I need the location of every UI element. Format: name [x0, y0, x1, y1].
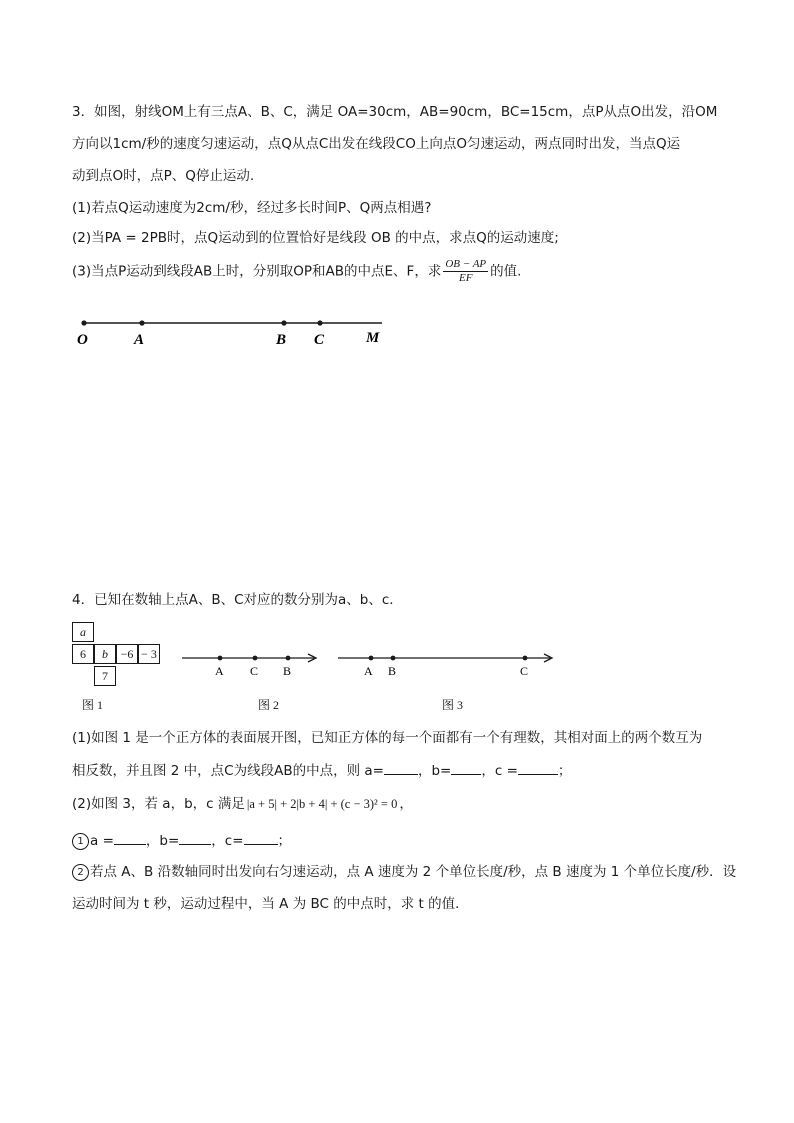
q3-line-1: 3．如图，射线OM上有三点A、B、C，满足 OA=30cm，AB=90cm，BC=15cm，点P从点O出发，沿OM [72, 104, 718, 120]
label-a: A [134, 332, 145, 348]
q4-subpart-1-a-label: a = [90, 833, 114, 849]
label-b: B [276, 332, 287, 348]
figure-2-caption: 图 2 [258, 698, 280, 712]
q4-subpart-2-text: 若点 A、B 沿数轴同时出发向右匀速运动，点 A 速度为 2 个单位长度/秒，点 B 速度为 1 个单位长度/秒．设 [90, 864, 737, 880]
q4-part-1-c-label: ，c = [481, 763, 518, 779]
answer-blank-c[interactable] [518, 760, 558, 775]
q3-line-3: 动到点O时，点P、Q停止运动. [72, 168, 255, 184]
q3-fraction [443, 258, 488, 285]
q4-part-2-line [72, 794, 413, 814]
fig3-label-a: A [364, 664, 373, 678]
q4-title: 4．已知在数轴上点A、B、C对应的数分别为a、b、c． [72, 592, 403, 608]
label-m: M [366, 330, 380, 346]
fig3-point-b [391, 656, 396, 661]
net-cell-7: 7 [94, 666, 116, 686]
fig2-point-a [218, 656, 223, 661]
net-cell-b: b [94, 644, 116, 664]
q4-part-1-text: 相反数，并且图 2 中，点C为线段AB的中点，则 a= [72, 763, 384, 779]
answer-blank-b2[interactable] [179, 830, 211, 845]
answer-blank-c2[interactable] [244, 830, 278, 845]
q4-part-1-end: ； [557, 763, 572, 779]
point-b [281, 320, 286, 325]
q3-sub-3-text: (3)当点P运动到线段AB上时，分别取OP和AB的中点E、F，求 [72, 263, 442, 280]
fig3-label-b: B [388, 664, 397, 678]
fig2-label-a: A [215, 664, 224, 678]
answer-blank-b[interactable] [451, 760, 481, 775]
q4-part-2-text: (2)如图 3，若 a，b，c 满足 [72, 796, 245, 812]
circled-number-1: 1 [72, 833, 89, 850]
q4-condition-expression: |a + 5| + 2|b + 4| + (c − 3)² = 0 [246, 797, 398, 811]
q4-subpart-1-line [72, 830, 291, 851]
fig3-point-a [369, 656, 374, 661]
fig2-label-b: B [283, 664, 292, 678]
fig2-point-b [286, 656, 291, 661]
figure-3-caption: 图 3 [442, 698, 464, 712]
circled-number-2: 2 [72, 864, 89, 881]
label-c: C [314, 332, 325, 348]
q3-fraction-numerator: OB − AP [445, 258, 487, 270]
net-cell-6: 6 [72, 644, 94, 664]
q3-ray-figure [70, 310, 400, 355]
q3-sub-2: (2)当PA = 2PB时，点Q运动到的位置恰好是线段 OB 的中点，求点Q的运动速度; [72, 230, 559, 246]
point-o [81, 320, 86, 325]
fig3-point-c [523, 656, 528, 661]
q4-subpart-2-line-2: 运动时间为 t 秒，运动过程中，当 A 为 BC 的中点时，求 t 的值． [72, 896, 469, 912]
q4-subpart-1-c-label: ，c= [211, 833, 244, 849]
point-a [139, 320, 144, 325]
label-o: O [77, 332, 88, 348]
q4-part-1-line-2 [72, 760, 571, 781]
cube-net-figure [72, 622, 172, 692]
q4-subpart-1-b-label: ，b= [145, 833, 180, 849]
net-cell-neg6: −6 [116, 644, 138, 664]
q4-part-1-line-1: (1)如图 1 是一个正方体的表面展开图，已知正方体的每一个面都有一个有理数，其相对面上的两个数互为 [72, 730, 703, 746]
q4-part-2-end: ， [399, 796, 413, 812]
q3-line-2: 方向以1cm/秒的速度匀速运动，点Q从点C出发在线段CO上向点O匀速运动，两点同时出发，当点Q运 [72, 136, 681, 152]
point-c [317, 320, 322, 325]
q3-sub-3 [72, 258, 521, 285]
fig3-label-c: C [520, 664, 529, 678]
fig2-label-c: C [250, 664, 259, 678]
net-cell-a: a [72, 622, 94, 642]
figure-1-caption: 图 1 [82, 698, 104, 712]
q4-subpart-1-end: ； [277, 833, 292, 849]
fig2-point-c [253, 656, 258, 661]
answer-blank-a2[interactable] [114, 830, 146, 845]
q3-sub-1: (1)若点Q运动速度为2cm/秒，经过多长时间P、Q两点相遇? [72, 200, 432, 216]
q3-fraction-denominator: EF [459, 272, 473, 284]
figure-2-number-line [180, 648, 330, 680]
net-cell-neg3: − 3 [138, 644, 160, 664]
q4-subpart-2-line-1 [72, 862, 736, 882]
answer-blank-a[interactable] [384, 760, 418, 775]
figure-3-number-line [336, 648, 561, 680]
q4-part-1-b-label: ，b= [417, 763, 452, 779]
q3-sub-3-end: 的值. [490, 263, 522, 280]
